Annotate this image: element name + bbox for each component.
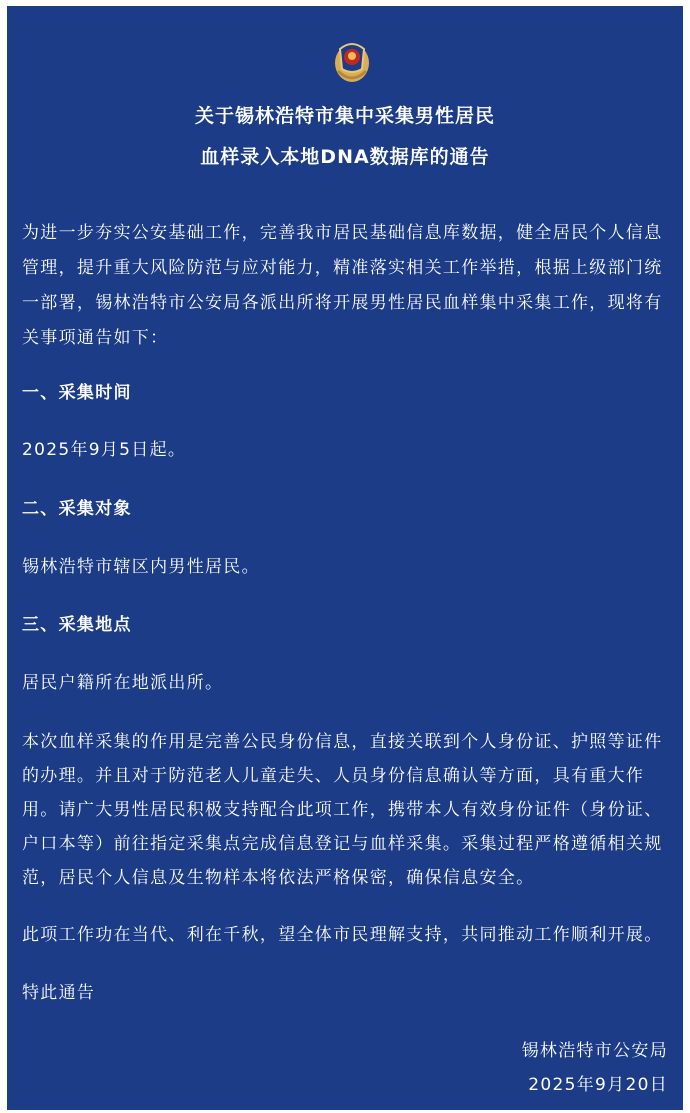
section-heading-target: 二、采集对象 [22,499,132,519]
intro-line: 管理，提升重大风险防范与应对能力，精准落实相关工作举措，根据上级部门统 [22,258,663,278]
police-emblem-icon [332,39,372,83]
body-line: 范，居民个人信息及生物样本将依法严格保密，确保信息安全。 [22,868,535,888]
notice-panel [7,6,683,1110]
section-text-location: 居民户籍所在地派出所。 [22,673,224,693]
intro-line: 关事项通告如下： [22,328,169,348]
notice-title-line-2: 血样录入本地DNA数据库的通告 [200,146,490,168]
notice-date: 2025年9月20日 [528,1075,668,1095]
body-line: 用。请广大男性居民积极支持配合此项工作，携带本人有效身份证件（身份证、 [22,800,663,820]
section-heading-location: 三、采集地点 [22,615,132,635]
body-line: 本次血样采集的作用是完善公民身份信息，直接关联到个人身份证、护照等证件 [22,732,663,752]
section-heading-time: 一、采集时间 [22,383,132,403]
intro-line: 为进一步夯实公安基础工作，完善我市居民基础信息库数据，健全居民个人信息 [22,223,663,243]
notice-title-line-1: 关于锡林浩特市集中采集男性居民 [194,105,495,127]
signature: 锡林浩特市公安局 [521,1041,668,1061]
closing-text: 此项工作功在当代、利在千秋，望全体市民理解支持，共同推动工作顺利开展。 [22,925,663,945]
body-line: 户口本等）前往指定采集点完成信息登记与血样采集。采集过程严格遵循相关规 [22,834,663,854]
section-text-time: 2025年9月5日起。 [22,440,187,460]
ending-text: 特此通告 [22,983,96,1003]
section-text-target: 锡林浩特市辖区内男性居民。 [22,557,260,577]
body-line: 的办理。并且对于防范老人儿童走失、人员身份信息确认等方面，具有重大作 [22,766,645,786]
intro-line: 一部署，锡林浩特市公安局各派出所将开展男性居民血样集中采集工作，现将有 [22,293,663,313]
